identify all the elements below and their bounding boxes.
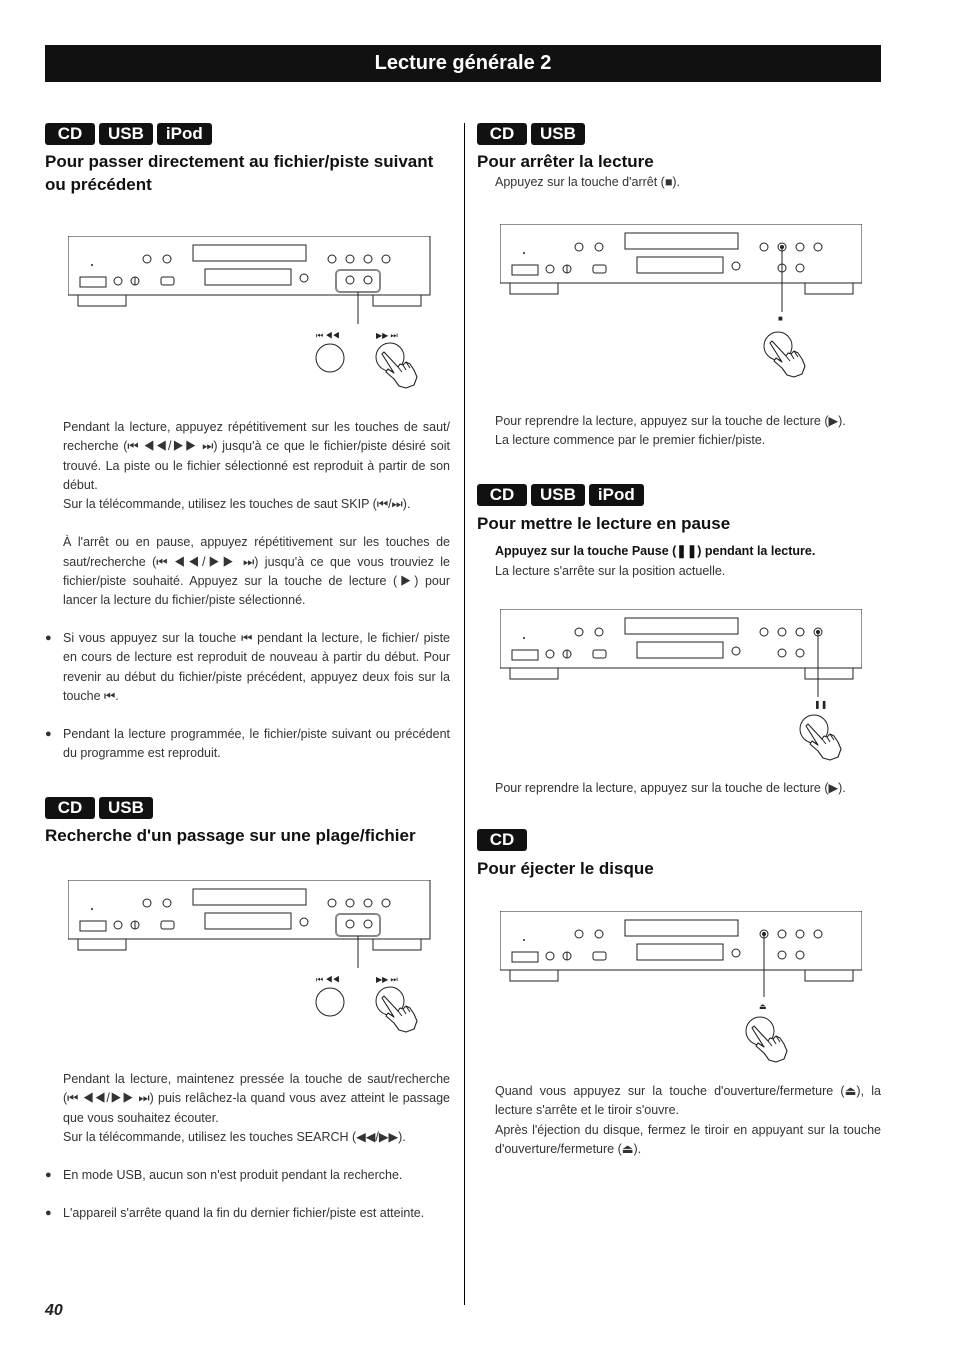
bullet-icon: ● [45, 1207, 52, 1219]
bullet-item: ● En mode USB, aucun son n'est produit pendant la recherche. [63, 1166, 450, 1185]
player-diagram-search [68, 880, 448, 1042]
instruction-stop: Appuyez sur la touche d'arrêt (■). [495, 175, 681, 189]
paragraph: À l'arrêt ou en pause, appuyez répétitivement sur les touches de saut/recherche (⏮ ◀◀/▶▶ ⏭) jusqu'à ce que vous trouviez le fichier/piste souhaité. Appuyez sur la touche de lecture (▶) pour lancer la lecture du fichier/piste sélectionné. [63, 535, 450, 608]
skip-back-button-callout [316, 344, 344, 372]
section-heading-search: Recherche d'un passage sur une plage/fichier [45, 826, 416, 845]
bullet-item: ● Si vous appuyez sur la touche ⏮ pendant la lecture, le fichier/ piste en cours de lecture est reproduit de nouveau à partir du début. Pour revenir au début du fichier/piste précédent, appuyez deux fois sur la touche ⏮. [45, 631, 450, 703]
bullet-item: ● L'appareil s'arrête quand la fin du dernier fichier/piste est atteinte. [63, 1204, 450, 1223]
badge-usb: USB [531, 484, 585, 506]
label-skip-back: ⏮ ◀◀ [316, 331, 340, 340]
paragraph: Pour reprendre la lecture, appuyez sur la touche de lecture (▶). [495, 781, 846, 795]
source-badges [45, 123, 212, 145]
paragraph: Quand vous appuyez sur la touche d'ouverture/fermeture (⏏), la lecture s'arrête et le tiroir s'ouvre. [495, 1084, 881, 1118]
section-body-search [63, 1070, 450, 1147]
paragraph: Sur la télécommande, utilisez les touches SEARCH (◀◀/▶▶). [63, 1129, 406, 1144]
player-diagram-pause [500, 609, 862, 774]
column-divider [464, 123, 465, 1305]
badge-cd: CD [45, 797, 95, 819]
paragraph: Sur la télécommande, utilisez les touches de saut SKIP (⏮/⏭). [63, 497, 411, 512]
label-skip-forward: ▶▶ ⏭ [376, 331, 398, 340]
paragraph: La lecture commence par le premier fichier/piste. [495, 433, 766, 448]
pressing-hand-icon [376, 343, 417, 388]
section-heading-skip: Pour passer directement au fichier/piste suivant ou précédent [45, 152, 434, 194]
pressing-hand-icon [746, 1017, 787, 1062]
paragraph: Pendant la lecture, appuyez répétitivement sur les touches de saut/ recherche (⏮ ◀◀/▶▶ ⏭) jusqu'à ce que le fichier/piste désiré soit trouvé. La piste ou le fichier sélectionné est reproduit à partir de son début. [63, 420, 450, 492]
source-badges [477, 829, 527, 851]
section-body-pause [495, 779, 881, 798]
player-diagram-skip [68, 236, 448, 398]
badge-usb: USB [99, 797, 153, 819]
section-body-stop [495, 412, 881, 451]
bullet-icon: ● [45, 632, 52, 644]
badge-cd: CD [45, 123, 95, 145]
badge-cd: CD [477, 829, 527, 851]
bullet-item: ● Pendant la lecture programmée, le fichier/piste suivant ou précédent du programme est reproduit. [45, 727, 450, 761]
section-heading-eject: Pour éjecter le disque [477, 859, 654, 878]
instruction-pause: Appuyez sur la touche Pause (❚❚) pendant la lecture. [495, 544, 816, 558]
label-skip-back: ⏮ ◀◀ [316, 975, 340, 984]
badge-usb: USB [531, 123, 585, 145]
stop-icon: ■ [778, 314, 783, 323]
bullet-icon: ● [45, 728, 52, 740]
instruction-pause-detail: La lecture s'arrête sur la position actuelle. [495, 564, 726, 578]
player-diagram-stop [500, 224, 862, 392]
badge-ipod: iPod [157, 123, 212, 145]
skip-back-button-callout [316, 988, 344, 1016]
label-skip-forward: ▶▶ ⏭ [376, 975, 398, 984]
source-badges [477, 123, 585, 145]
paragraph: Pendant la lecture, maintenez pressée la touche de saut/recherche (⏮ ◀◀/▶▶ ⏭) puis relâchez-la quand vous avez atteint le passage que vous souhaitez écouter. [63, 1072, 450, 1125]
page-number: 40 [45, 1302, 63, 1319]
section-heading-stop: Pour arrêter la lecture [477, 152, 654, 171]
pressing-hand-icon [800, 715, 841, 760]
badge-usb: USB [99, 123, 153, 145]
section-heading-pause: Pour mettre le lecture en pause [477, 514, 731, 533]
badge-cd: CD [477, 123, 527, 145]
bullet-icon: ● [45, 1169, 52, 1181]
source-badges [477, 484, 644, 506]
player-diagram-eject [500, 911, 862, 1076]
badge-ipod: iPod [589, 484, 644, 506]
eject-icon: ⏏ [759, 1002, 767, 1011]
pressing-hand-icon [764, 332, 805, 377]
pause-icon: ❚❚ [814, 700, 828, 709]
section-body-skip [63, 418, 450, 611]
page-title: Lecture générale 2 [45, 45, 881, 82]
paragraph: Pour reprendre la lecture, appuyez sur la touche de lecture (▶). [495, 414, 846, 428]
pressing-hand-icon [376, 987, 417, 1032]
badge-cd: CD [477, 484, 527, 506]
section-body-eject [495, 1082, 881, 1159]
paragraph: Après l'éjection du disque, fermez le tiroir en appuyant sur la touche d'ouverture/fermeture (⏏). [495, 1122, 881, 1156]
source-badges [45, 797, 153, 819]
